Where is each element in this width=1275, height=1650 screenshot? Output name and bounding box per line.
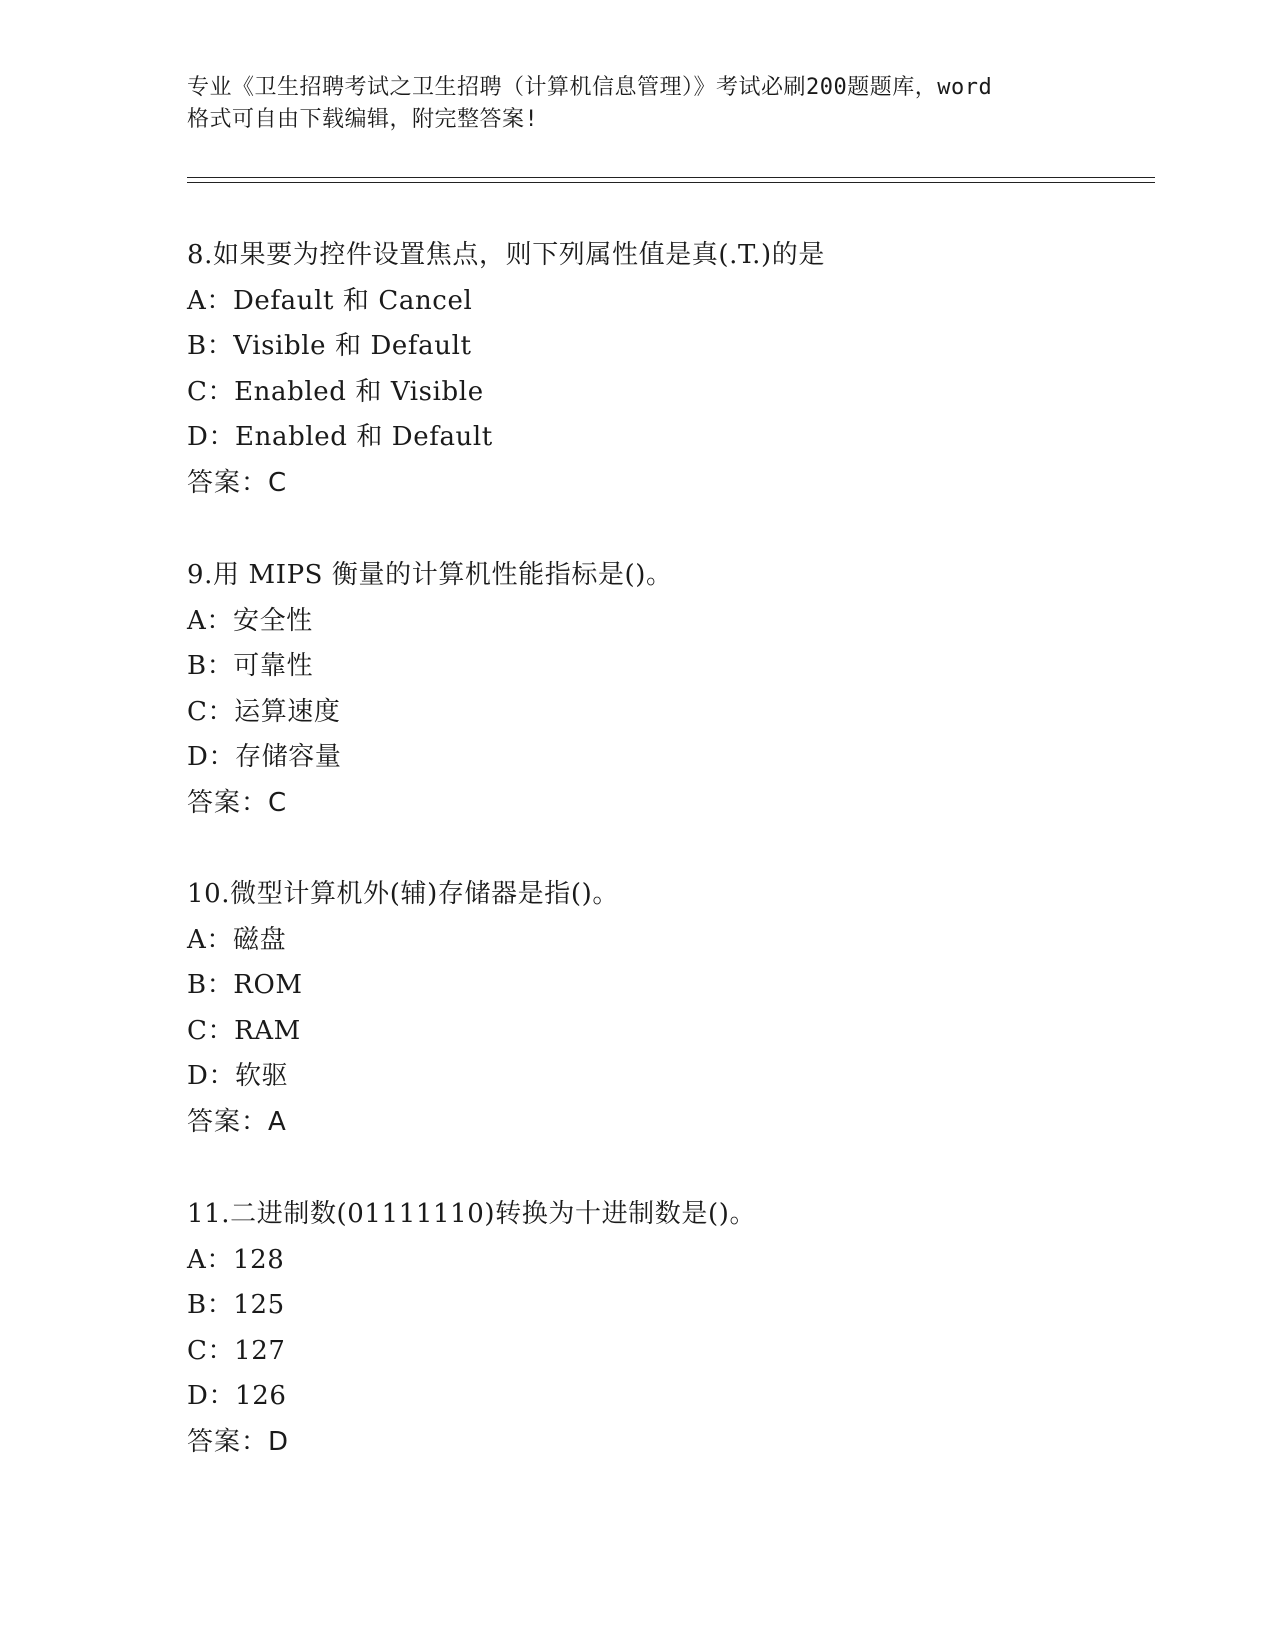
header-line-2: 格式可自由下载编辑，附完整答案!	[187, 107, 539, 132]
option-d: D：126	[187, 1381, 287, 1411]
answer: 答案：C	[187, 467, 288, 498]
question-title: 10.微型计算机外(辅)存储器是指()。	[187, 879, 619, 909]
option-a: A：磁盘	[187, 924, 287, 955]
document-header	[187, 72, 1087, 136]
option-d: D：软驱	[187, 1061, 289, 1091]
question-title: 11.二进制数(01111110)转换为十进制数是()。	[187, 1199, 757, 1229]
answer: 答案：C	[187, 787, 288, 818]
option-b: B：可靠性	[187, 651, 314, 681]
answer: 答案：D	[187, 1426, 290, 1457]
option-b: B：ROM	[187, 970, 303, 1000]
option-c: C：Enabled 和 Visible	[187, 376, 484, 407]
header-line-1: 专业《卫生招聘考试之卫生招聘（计算机信息管理）》考试必刷200题题库，word	[187, 75, 993, 100]
question-11	[187, 1192, 1147, 1465]
question-10	[187, 872, 1147, 1145]
header-divider-top	[187, 177, 1155, 178]
option-a: A：安全性	[187, 605, 313, 636]
option-a: A：Default 和 Cancel	[187, 285, 473, 316]
option-c: C：127	[187, 1335, 286, 1366]
question-8	[187, 233, 1147, 506]
option-a: A：128	[187, 1244, 285, 1275]
question-title: 8.如果要为控件设置焦点，则下列属性值是真(.T.)的是	[187, 240, 825, 270]
option-d: D：Enabled 和 Default	[187, 422, 493, 452]
answer: 答案：A	[187, 1106, 287, 1137]
option-c: C：运算速度	[187, 696, 341, 727]
option-b: B：Visible 和 Default	[187, 331, 472, 361]
question-9	[187, 553, 1147, 826]
question-title: 9.用 MIPS 衡量的计算机性能指标是()。	[187, 560, 673, 590]
option-b: B：125	[187, 1290, 285, 1320]
header-divider-bottom	[187, 182, 1155, 183]
option-d: D：存储容量	[187, 742, 342, 772]
option-c: C：RAM	[187, 1015, 301, 1046]
